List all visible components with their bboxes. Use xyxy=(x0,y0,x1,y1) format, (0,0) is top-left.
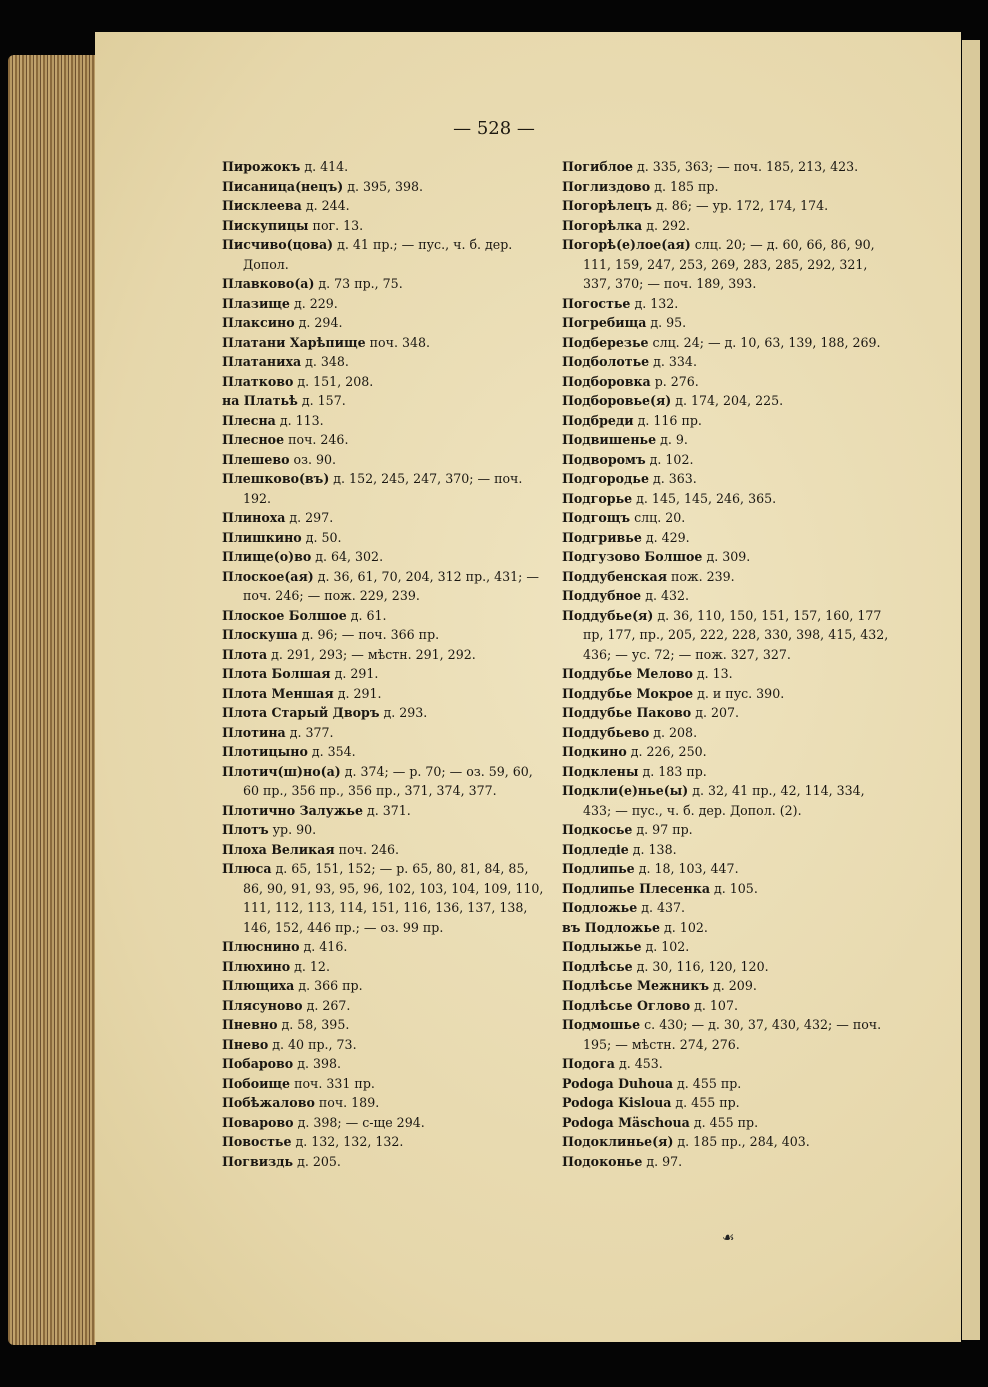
entry-references: поч. 246. xyxy=(284,432,349,447)
entry-headword: Podoga Duhoua xyxy=(562,1075,674,1091)
entry-headword: Плюснино xyxy=(222,939,300,954)
index-entry xyxy=(562,957,892,977)
entry-references: д. 61. xyxy=(346,607,387,623)
book-page-edges xyxy=(8,55,96,1345)
entry-headword: Подберезье xyxy=(562,334,649,350)
index-entry xyxy=(562,606,892,665)
entry-references: д. 36, 110, 150, 151, 157, 160, 177 пр, 177, пр., 205, 222, 228, 330, 398, 415, 432, 436; — ус. 72; — пож. 327, 327. xyxy=(583,607,889,662)
entry-headword: Пирожокъ xyxy=(222,159,301,174)
entry-references: д. 36, 61, 70, 204, 312 пр., 431; — поч. 246; — пож. 229, 239. xyxy=(243,568,540,603)
index-entry xyxy=(562,547,892,567)
index-entry xyxy=(562,840,892,860)
entry-references: д. 64, 302. xyxy=(311,549,384,564)
index-entry xyxy=(222,996,552,1016)
index-entry xyxy=(562,723,892,743)
index-entry xyxy=(562,1093,892,1113)
entry-references: слц. 20. xyxy=(630,510,686,525)
entry-headword: Поддубье Паково xyxy=(562,705,692,720)
index-entry xyxy=(222,664,552,684)
entry-headword: Подкино xyxy=(562,744,627,759)
entry-headword: Подлипье Плесенка xyxy=(562,880,711,896)
entry-references: поч. 189. xyxy=(314,1095,380,1110)
entry-references: д. 40 пр., 73. xyxy=(268,1036,357,1052)
entry-references: д. 116 пр. xyxy=(633,412,702,428)
entry-references: д. 414. xyxy=(300,159,349,174)
entry-references: поч. 331 пр. xyxy=(290,1075,375,1091)
entry-references: д. 152, 245, 247, 370; — поч. 192. xyxy=(243,471,523,506)
entry-headword: Подборовка xyxy=(562,373,651,389)
entry-references: д. 65, 151, 152; — р. 65, 80, 81, 84, 85, 86, 90, 91, 93, 95, 96, 102, 103, 104, 109, 110, 111, 112, 113, 114, 151, 116, 136, 137, 138, 146, 152, 446 пр.; — оз. 99 пр. xyxy=(243,861,544,935)
index-entry xyxy=(562,196,892,216)
entry-references: д. 293. xyxy=(379,705,428,720)
entry-headword: Погребища xyxy=(562,315,647,330)
entry-headword: Плота Болшая xyxy=(222,666,331,681)
index-entry xyxy=(562,1152,892,1172)
index-entry xyxy=(562,1132,892,1152)
index-column-right xyxy=(562,157,892,1171)
entry-headword: Плавково(а) xyxy=(222,276,315,291)
entry-references: д. 30, 116, 120, 120. xyxy=(632,958,769,974)
entry-headword: Поддубье Мокрое xyxy=(562,685,694,701)
entry-headword: Подворомъ xyxy=(562,451,646,467)
index-entry xyxy=(222,352,552,372)
entry-references: д. 455 пр. xyxy=(673,1075,742,1091)
entry-references: д. 416. xyxy=(299,939,348,954)
entry-references: д. 363. xyxy=(648,471,697,486)
index-entry xyxy=(562,313,892,333)
entry-references: р. 276. xyxy=(650,373,699,389)
entry-references: д. 102. xyxy=(645,451,694,467)
entry-references: д. 291. xyxy=(330,666,379,681)
index-entry xyxy=(562,1015,892,1054)
entry-references: д. 113. xyxy=(275,412,324,428)
entry-headword: Побоище xyxy=(222,1075,291,1091)
index-entry xyxy=(562,976,892,996)
index-entry xyxy=(222,703,552,723)
index-entry xyxy=(222,450,552,470)
entry-headword: Поддубье Мелово xyxy=(562,666,693,681)
entry-headword: Плесное xyxy=(222,432,285,447)
entry-references: д. 226, 250. xyxy=(626,744,707,759)
index-entry xyxy=(222,216,552,236)
index-entry xyxy=(222,859,552,937)
entry-headword: на Платьѣ xyxy=(222,393,298,408)
entry-references: д. 185 пр., 284, 403. xyxy=(673,1134,810,1149)
entry-references: д. 132. xyxy=(630,295,679,311)
index-entry xyxy=(222,820,552,840)
entry-references: д. 205. xyxy=(293,1153,341,1169)
entry-headword: Подкли(е)нье(ы) xyxy=(562,783,689,798)
index-entry xyxy=(222,391,552,411)
entry-headword: Подмошье xyxy=(562,1017,641,1032)
index-entry xyxy=(562,996,892,1016)
entry-headword: Подледіе xyxy=(562,841,629,857)
entry-headword: Платаниха xyxy=(222,354,302,369)
index-column-left xyxy=(222,157,552,1171)
entry-headword: Плоха Великая xyxy=(222,841,335,857)
entry-headword: Плота Меншая xyxy=(222,685,334,701)
index-entry xyxy=(222,1035,552,1055)
index-entry xyxy=(222,313,552,333)
entry-references: д. 453. xyxy=(614,1056,663,1071)
entry-headword: Подгривье xyxy=(562,529,642,545)
entry-references: д. 209. xyxy=(709,978,757,993)
index-entry xyxy=(562,235,892,294)
entry-references: д. 354. xyxy=(307,744,356,759)
entry-headword: Подога xyxy=(562,1056,615,1071)
entry-references: д. 395, 398. xyxy=(343,178,424,194)
index-entry xyxy=(562,781,892,820)
index-entry xyxy=(222,840,552,860)
index-entry xyxy=(562,898,892,918)
entry-headword: Поддубьево xyxy=(562,724,650,740)
entry-headword: Подгородье xyxy=(562,471,649,486)
entry-headword: Плотъ xyxy=(222,822,269,837)
entry-references: д. 371. xyxy=(363,802,411,818)
entry-references: д. 107. xyxy=(690,997,738,1013)
index-entry xyxy=(222,1132,552,1152)
entry-references: д. 455 пр. xyxy=(689,1114,759,1130)
entry-headword: Плишкино xyxy=(222,529,302,545)
entry-references: ур. 90. xyxy=(268,822,317,837)
index-entry xyxy=(222,1113,552,1133)
entry-headword: Побѣжалово xyxy=(222,1095,315,1110)
entry-references: д. 348. xyxy=(301,354,349,369)
index-entry xyxy=(222,567,552,606)
entry-headword: Плясуново xyxy=(222,997,303,1013)
index-entry xyxy=(222,684,552,704)
entry-references: д. 132, 132, 132. xyxy=(291,1134,404,1149)
entry-headword: Поглиздово xyxy=(562,178,651,194)
facing-page-edge xyxy=(962,40,980,1340)
entry-references: д. 292. xyxy=(642,217,691,233)
entry-references: д. и пус. 390. xyxy=(693,685,785,701)
entry-headword: Подкосье xyxy=(562,822,633,837)
entry-headword: Подгощъ xyxy=(562,510,631,525)
entry-references: пож. 239. xyxy=(667,568,735,584)
entry-references: д. 377. xyxy=(285,724,334,740)
index-entry xyxy=(562,567,892,587)
entry-headword: Плешево xyxy=(222,451,290,467)
index-entry xyxy=(562,372,892,392)
index-entry xyxy=(222,196,552,216)
index-entry xyxy=(222,1093,552,1113)
index-entry xyxy=(562,586,892,606)
entry-headword: Погорѣлка xyxy=(562,217,643,233)
entry-headword: Подоконье xyxy=(562,1153,643,1169)
index-entry xyxy=(222,274,552,294)
entry-headword: Плоское(ая) xyxy=(222,568,314,584)
index-entry xyxy=(562,918,892,938)
entry-headword: Плотина xyxy=(222,724,286,740)
entry-references: д. 73 пр., 75. xyxy=(314,276,403,291)
entry-references: д. 50. xyxy=(301,529,342,545)
index-entry xyxy=(562,430,892,450)
index-entry xyxy=(562,489,892,509)
entry-references: д. 374; — р. 70; — оз. 59, 60, 60 пр., 356 пр., 356 пр., 371, 374, 377. xyxy=(243,763,533,798)
entry-references: д. 9. xyxy=(656,432,688,447)
entry-headword: Плешково(въ) xyxy=(222,471,330,486)
index-entry xyxy=(562,879,892,899)
entry-references: д. 41 пр.; — пус., ч. б. дер. Допол. xyxy=(243,237,513,272)
entry-headword: Погостье xyxy=(562,295,631,311)
entry-references: д. 432. xyxy=(641,588,689,603)
index-entry xyxy=(222,508,552,528)
entry-headword: Плота Старый Дворъ xyxy=(222,705,380,720)
entry-headword: Плюхино xyxy=(222,958,291,974)
index-entry xyxy=(222,157,552,177)
entry-headword: Повостье xyxy=(222,1134,292,1149)
entry-references: д. 334. xyxy=(649,354,697,369)
index-entry xyxy=(562,333,892,353)
entry-headword: Платково xyxy=(222,373,294,389)
entry-headword: Писаница(нецъ) xyxy=(222,178,344,194)
entry-references: с. 430; — д. 30, 37, 430, 432; — поч. 195; — мѣстн. 274, 276. xyxy=(583,1017,882,1052)
index-entry xyxy=(222,976,552,996)
entry-headword: Подгорье xyxy=(562,490,633,506)
index-entry xyxy=(562,1113,892,1133)
entry-references: д. 18, 103, 447. xyxy=(634,861,739,876)
entry-references: д. 145, 145, 246, 365. xyxy=(632,490,777,506)
entry-headword: Плотич(ш)но(а) xyxy=(222,763,341,779)
entry-headword: Подлипье xyxy=(562,861,635,876)
entry-references: д. 398. xyxy=(293,1056,342,1071)
entry-headword: Погиблое xyxy=(562,159,634,174)
entry-headword: Погорѣ(е)лое(ая) xyxy=(562,237,691,252)
index-entry xyxy=(222,606,552,626)
entry-references: д. 291. xyxy=(333,685,382,701)
index-entry xyxy=(562,1054,892,1074)
entry-headword: Подвишенье xyxy=(562,432,657,447)
entry-references: д. 151, 208. xyxy=(293,373,374,389)
entry-references: д. 97 пр. xyxy=(632,822,693,837)
entry-headword: Подболотье xyxy=(562,354,650,369)
index-entry xyxy=(222,801,552,821)
entry-headword: Поддубье(я) xyxy=(562,607,654,623)
index-entry xyxy=(562,450,892,470)
entry-references: д. 86; — ур. 172, 174, 174. xyxy=(651,198,829,213)
entry-references: слц. 24; — д. 10, 63, 139, 188, 269. xyxy=(648,334,881,350)
index-entry xyxy=(562,820,892,840)
entry-references: д. 429. xyxy=(641,529,690,545)
index-entry xyxy=(222,937,552,957)
ornament-mark: ☙ xyxy=(722,1230,735,1246)
entry-headword: Подбреди xyxy=(562,412,634,428)
entry-references: д. 58, 395. xyxy=(277,1017,350,1032)
entry-headword: Podoga Kisloua xyxy=(562,1095,672,1110)
entry-references: д. 157. xyxy=(297,393,346,408)
index-entry xyxy=(222,1015,552,1035)
entry-references: д. 12. xyxy=(290,958,330,974)
entry-headword: Писклеева xyxy=(222,198,302,213)
entry-headword: Поддубное xyxy=(562,588,642,603)
entry-headword: Podoga Mäschoua xyxy=(562,1114,690,1130)
entry-headword: Подгузово Болшое xyxy=(562,549,703,564)
entry-references: д. 335, 363; — поч. 185, 213, 423. xyxy=(633,159,859,174)
entry-references: д. 138. xyxy=(628,841,677,857)
entry-references: д. 244. xyxy=(301,198,350,213)
index-entry xyxy=(222,762,552,801)
index-entry xyxy=(222,528,552,548)
entry-references: д. 398; — с-ще 294. xyxy=(293,1114,425,1130)
entry-headword: Подборовье(я) xyxy=(562,393,672,408)
entry-references: д. 455 пр. xyxy=(671,1095,740,1110)
index-entry xyxy=(562,528,892,548)
entry-headword: Поддубенская xyxy=(562,568,667,584)
entry-references: д. 97. xyxy=(642,1153,683,1169)
entry-headword: Плотицыно xyxy=(222,744,308,759)
entry-references: д. 32, 41 пр., 42, 114, 334, 433; — пус., ч. б. дер. Допол. (2). xyxy=(583,783,865,818)
index-entry xyxy=(562,294,892,314)
entry-headword: Плаксино xyxy=(222,315,295,330)
entry-headword: Плюса xyxy=(222,861,272,876)
entry-references: д. 102. xyxy=(641,939,690,954)
entry-references: д. 366 пр. xyxy=(294,978,363,993)
entry-references: д. 208. xyxy=(649,724,698,740)
index-entry xyxy=(562,664,892,684)
index-entry xyxy=(562,937,892,957)
entry-references: д. 229. xyxy=(289,295,338,311)
entry-headword: въ Подложье xyxy=(562,919,661,935)
entry-references: д. 267. xyxy=(302,997,351,1013)
index-entry xyxy=(222,177,552,197)
entry-headword: Платани Харѣпище xyxy=(222,334,366,350)
entry-headword: Плазище xyxy=(222,295,290,311)
entry-references: поч. 246. xyxy=(334,841,400,857)
index-entry xyxy=(222,957,552,977)
entry-references: д. 95. xyxy=(646,315,687,330)
entry-references: д. 297. xyxy=(285,510,334,525)
index-entry xyxy=(562,469,892,489)
entry-headword: Писчиво(цова) xyxy=(222,237,334,252)
index-entry xyxy=(562,762,892,782)
entry-headword: Подклены xyxy=(562,763,639,779)
entry-references: д. 13. xyxy=(692,666,733,681)
entry-references: д. 183 пр. xyxy=(638,763,707,779)
index-entry xyxy=(222,235,552,274)
entry-headword: Погорѣлецъ xyxy=(562,198,652,213)
entry-headword: Плота xyxy=(222,646,268,662)
entry-headword: Плоское Болшое xyxy=(222,607,347,623)
entry-headword: Побарово xyxy=(222,1056,294,1071)
entry-headword: Пневно xyxy=(222,1017,278,1032)
index-entry xyxy=(222,645,552,665)
entry-references: оз. 90. xyxy=(289,451,336,467)
index-entry xyxy=(222,1074,552,1094)
entry-headword: Плющиха xyxy=(222,978,295,993)
entry-headword: Подоклинье(я) xyxy=(562,1134,674,1149)
entry-headword: Поварово xyxy=(222,1114,294,1130)
entry-references: д. 105. xyxy=(710,880,758,896)
entry-headword: Плиноха xyxy=(222,510,286,525)
index-entry xyxy=(562,859,892,879)
index-entry xyxy=(562,177,892,197)
entry-references: д. 174, 204, 225. xyxy=(671,393,784,408)
index-entry xyxy=(562,703,892,723)
index-entry xyxy=(222,625,552,645)
entry-references: поч. 348. xyxy=(365,334,430,350)
entry-references: д. 185 пр. xyxy=(650,178,719,194)
entry-headword: Плоскуша xyxy=(222,627,298,642)
entry-headword: Подложье xyxy=(562,900,638,915)
entry-references: д. 309. xyxy=(702,549,751,564)
index-entry xyxy=(222,294,552,314)
index-entry xyxy=(222,742,552,762)
index-entry xyxy=(562,742,892,762)
entry-headword: Пискупицы xyxy=(222,217,309,233)
index-entry xyxy=(562,508,892,528)
entry-references: д. 96; — поч. 366 пр. xyxy=(297,627,440,642)
index-entry xyxy=(562,216,892,236)
entry-headword: Погвиздь xyxy=(222,1153,294,1169)
entry-references: д. 102. xyxy=(660,919,708,935)
entry-references: д. 207. xyxy=(691,705,739,720)
entry-headword: Подлѣсье Межникъ xyxy=(562,978,710,993)
index-entry xyxy=(222,372,552,392)
entry-headword: Плесна xyxy=(222,412,276,428)
index-entry xyxy=(222,1054,552,1074)
entry-references: пог. 13. xyxy=(308,217,364,233)
entry-headword: Плотично Залужье xyxy=(222,802,363,818)
entry-headword: Подлѣсье xyxy=(562,958,633,974)
index-entry xyxy=(222,723,552,743)
index-entry xyxy=(222,333,552,353)
entry-references: д. 291, 293; — мѣстн. 291, 292. xyxy=(267,646,476,662)
entry-headword: Подлѣсье Оглово xyxy=(562,997,691,1013)
index-entry xyxy=(562,684,892,704)
entry-headword: Пнево xyxy=(222,1036,269,1052)
entry-headword: Плище(о)во xyxy=(222,549,312,564)
index-entry xyxy=(562,411,892,431)
entry-references: слц. 20; — д. 60, 66, 86, 90, 111, 159, 247, 253, 269, 283, 285, 292, 321, 337, 370; — поч. 189, 393. xyxy=(583,237,875,291)
index-entry xyxy=(562,157,892,177)
entry-references: д. 437. xyxy=(637,900,686,915)
index-entry xyxy=(222,411,552,431)
index-entry xyxy=(222,430,552,450)
index-entry xyxy=(222,1152,552,1172)
page-number: — 528 — xyxy=(453,118,535,139)
index-entry xyxy=(222,469,552,508)
index-entry xyxy=(222,547,552,567)
entry-headword: Подлыжье xyxy=(562,939,642,954)
index-entry xyxy=(562,391,892,411)
index-entry xyxy=(562,352,892,372)
index-entry xyxy=(562,1074,892,1094)
entry-references: д. 294. xyxy=(294,315,343,330)
